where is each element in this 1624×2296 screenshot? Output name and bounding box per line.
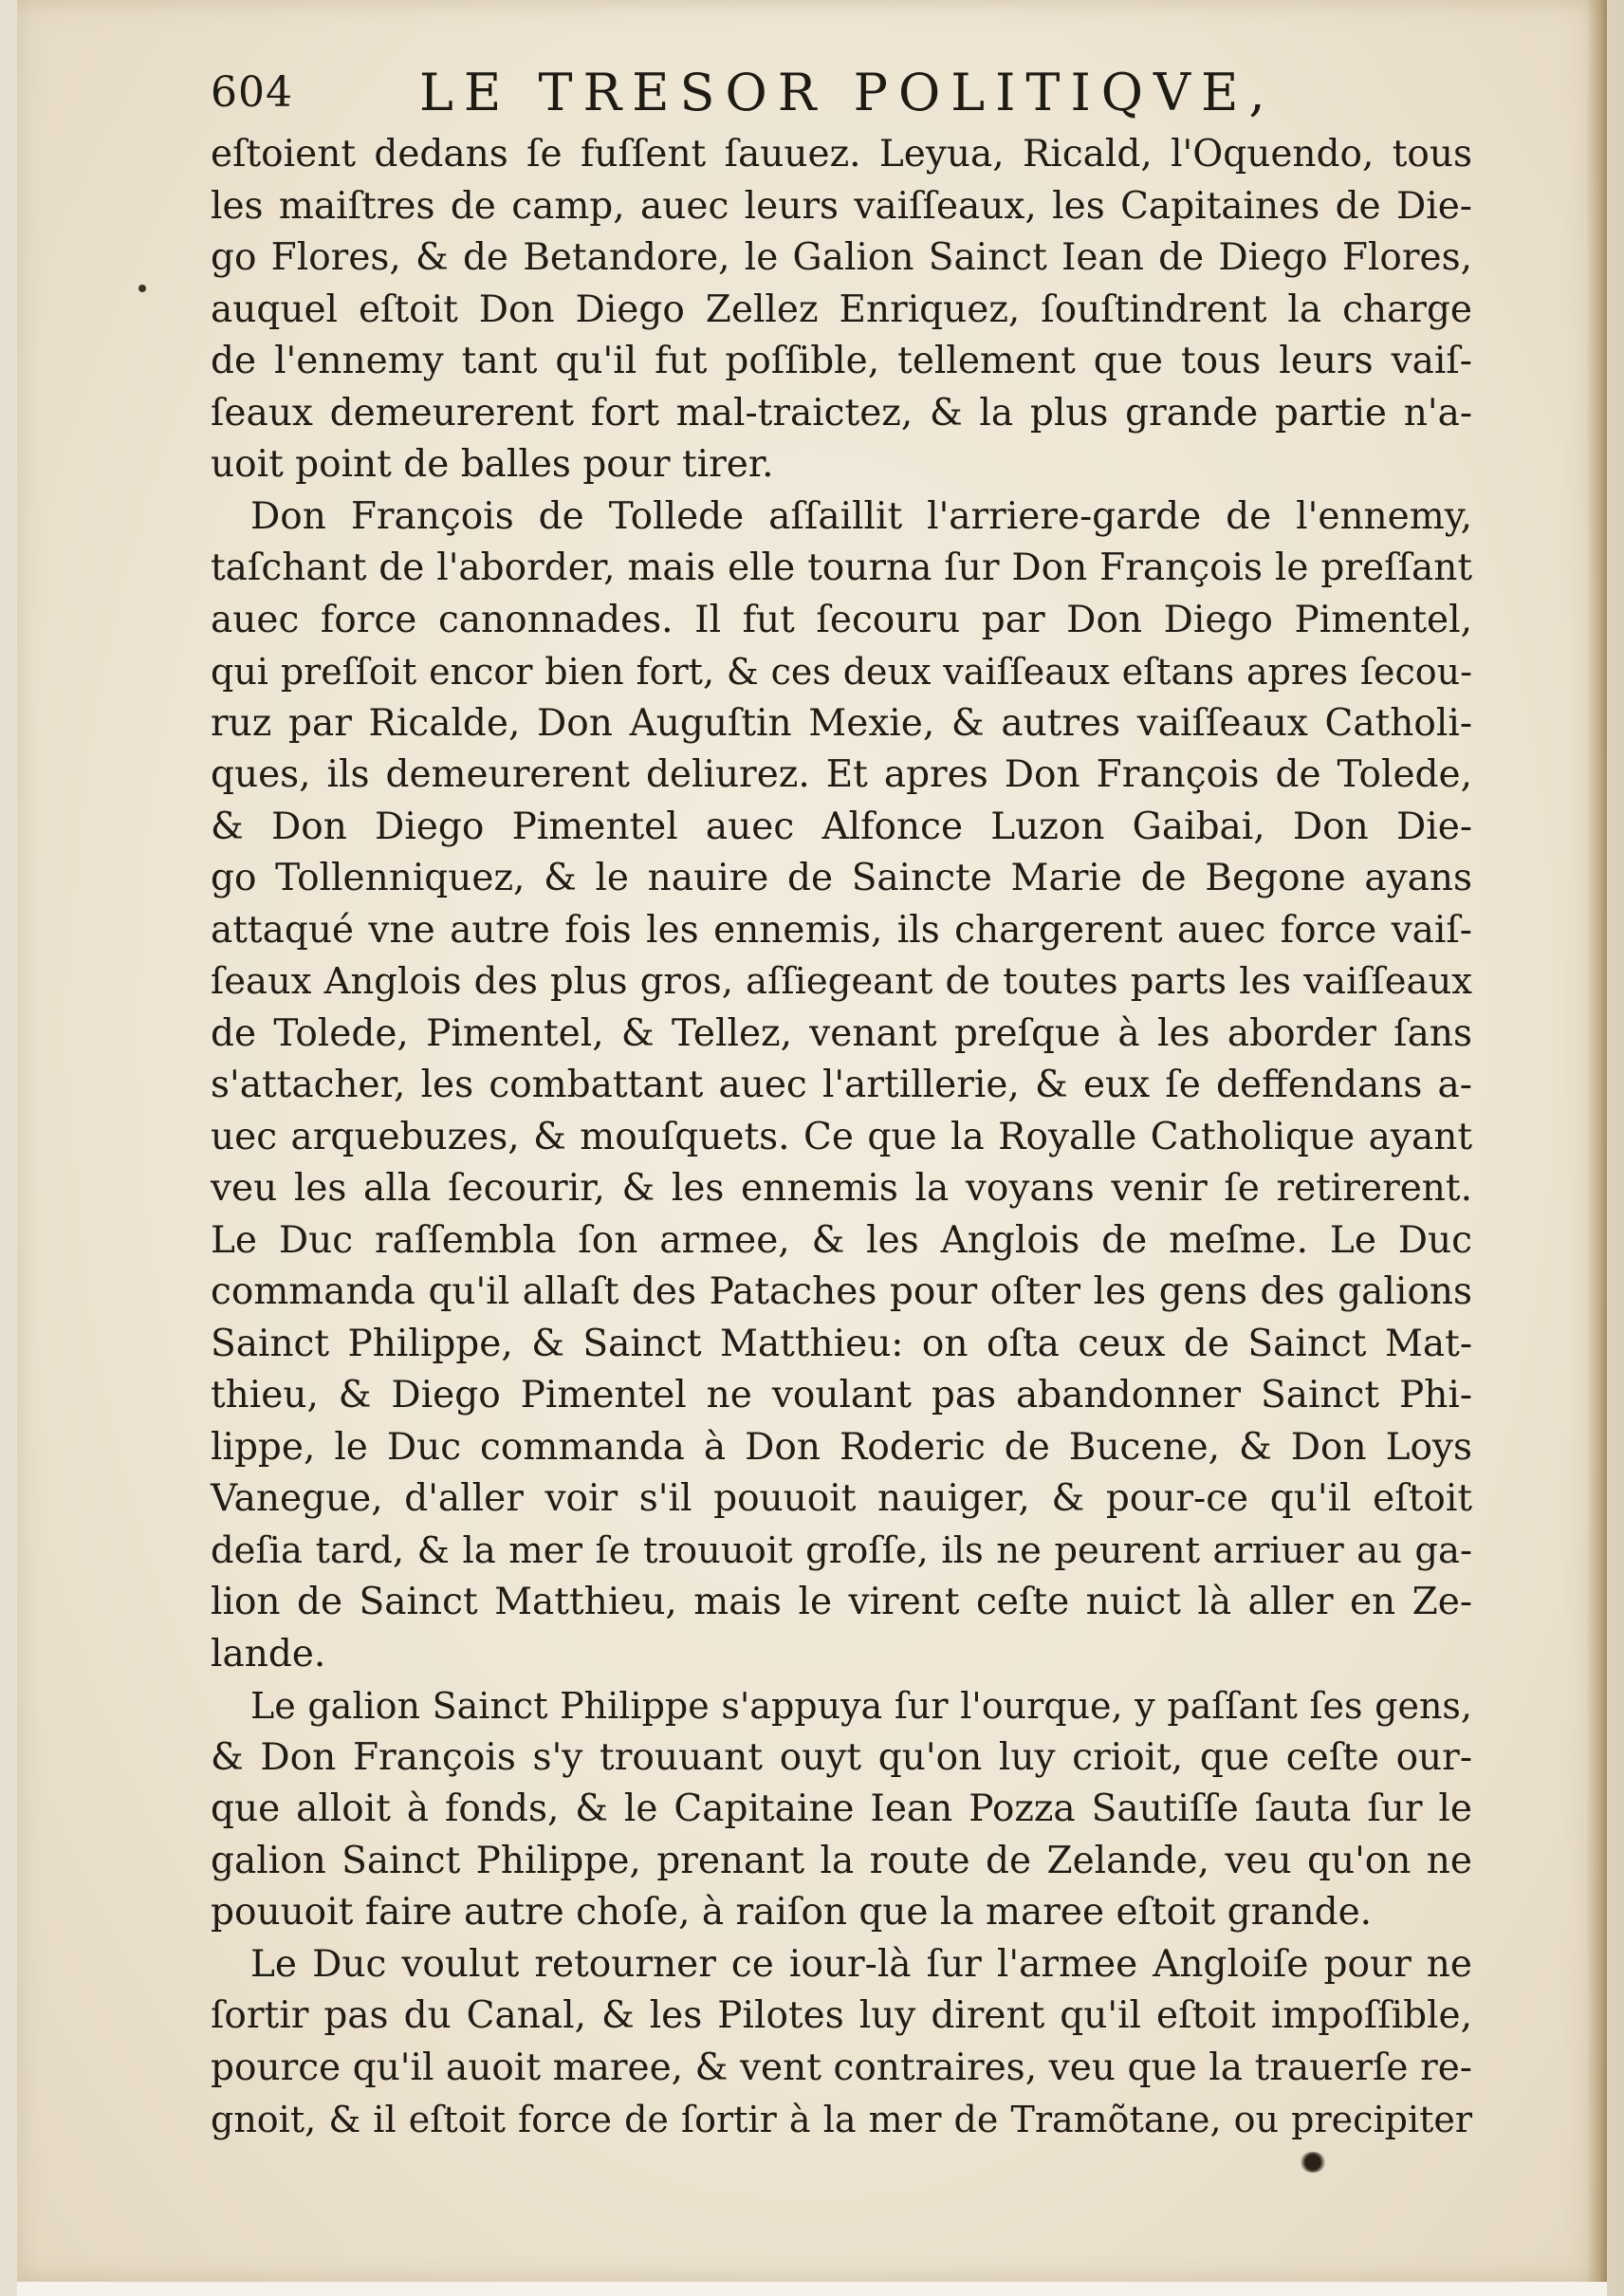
- text-line: & Don Diego Pimentel auec Alfonce Luzon Gaibai, Don Die-: [211, 805, 1472, 848]
- text-line: thieu, & Diego Pimentel ne voulant pas abandonner Sainct Phi-: [211, 1374, 1472, 1416]
- text-line: gnoit, & il eſtoit force de ſortir à la mer de Tramõtane, ou precipiter: [211, 2099, 1472, 2140]
- text-line: ſeaux demeurerent fort mal-traictez, & la plus grande partie n'a-: [211, 391, 1472, 435]
- text-line: taſchant de l'aborder, mais elle tourna ſur Don François le preſſant: [211, 546, 1472, 589]
- text-line: de l'ennemy tant qu'il fut poſſible, tellement que tous leurs vaiſ-: [211, 340, 1472, 382]
- text-line: ſeaux Anglois des plus gros, aſſiegeant de toutes parts les vaiſſeaux: [211, 960, 1472, 1003]
- text-line: ſortir pas du Canal, & les Pilotes luy dirent qu'il eſtoit impoſſible,: [211, 1994, 1472, 2037]
- text-line: attaqué vne autre fois les ennemis, ils chargerent auec force vaiſ-: [211, 908, 1472, 952]
- text-line: ques, ils demeurerent deliurez. Et apres Don François de Tolede,: [211, 753, 1472, 796]
- margin-ink-dot: [138, 285, 146, 292]
- text-line: que alloit à fonds, & le Capitaine Iean Pozza Sautiſſe ſauta ſur le: [211, 1787, 1472, 1830]
- text-line: veu les alla ſecourir, & les ennemis la voyans venir ſe retirerent.: [211, 1167, 1472, 1210]
- text-line: Don François de Tollede aſſaillit l'arriere-garde de l'ennemy,: [250, 494, 1472, 538]
- text-line: ruz par Ricalde, Don Auguſtin Mexie, & autres vaiſſeaux Catholi-: [211, 701, 1472, 745]
- text-line: go Flores, & de Betandore, le Galion Sainct Iean de Diego Flores,: [211, 236, 1472, 279]
- text-line: deſia tard, & la mer ſe trouuoit groſſe, ils ne peurent arriuer au ga-: [211, 1528, 1472, 1572]
- text-line: & Don François s'y trouuant ouyt qu'on luy crioit, que ceſte our-: [211, 1735, 1472, 1779]
- running-head: LE TRESOR POLITIQVE,: [419, 63, 1276, 122]
- text-line: lion de Sainct Matthieu, mais le virent ceſte nuict là aller en Ze-: [211, 1581, 1472, 1623]
- text-line: Sainct Philippe, & Sainct Matthieu: on oſta ceux de Sainct Mat-: [211, 1322, 1472, 1365]
- page-gutter-shadow: [1586, 0, 1607, 2282]
- text-line: galion Sainct Philippe, prenant la route de Zelande, veu qu'on ne: [211, 1839, 1472, 1882]
- text-line: Le Duc raſſembla ſon armee, & les Anglois de meſme. Le Duc: [211, 1218, 1472, 1262]
- text-line: de Tolede, Pimentel, & Tellez, venant preſque à les aborder ſans: [211, 1011, 1472, 1055]
- scan-bottom-margin: [17, 2282, 1607, 2296]
- text-line: Le Duc voulut retourner ce iour-là ſur l'armee Angloiſe pour ne: [250, 1942, 1472, 1986]
- text-line: Vanegue, d'aller voir s'il pouuoit nauiger, & pour-ce qu'il eſtoit: [211, 1477, 1472, 1520]
- text-line: lande.: [211, 1632, 326, 1676]
- text-line: auquel eſtoit Don Diego Zellez Enriquez, ſouſtindrent la charge: [211, 287, 1472, 331]
- text-line: auec force canonnades. Il fut ſecouru par Don Diego Pimentel,: [211, 598, 1472, 641]
- page-header: [211, 63, 1472, 129]
- text-line: uoit point de balles pour tirer.: [211, 443, 774, 486]
- text-line: pouuoit faire autre choſe, à raiſon que la maree eſtoit grande.: [211, 1891, 1373, 1934]
- page-number: 604: [211, 68, 293, 117]
- text-line: eſtoient dedans ſe fuſſent ſauuez. Leyua, Ricald, l'Oquendo, tous: [211, 133, 1472, 176]
- text-line: les maiſtres de camp, auec leurs vaiſſeaux, les Capitaines de Die-: [211, 184, 1472, 228]
- text-line: uec arquebuzes, & mouſquets. Ce que la Royalle Catholique ayant: [211, 1115, 1472, 1158]
- text-line: lippe, le Duc commanda à Don Roderic de Bucene, & Don Loys: [211, 1425, 1472, 1469]
- text-line: commanda qu'il allaſt des Pataches pour oſter les gens des galions: [211, 1270, 1472, 1313]
- text-line: s'attacher, les combattant auec l'artillerie, & eux ſe deffendans a-: [211, 1064, 1472, 1106]
- ink-blot: [1300, 2152, 1326, 2173]
- text-line: pource qu'il auoit maree, & vent contraires, veu que la trauerſe re-: [211, 2046, 1472, 2089]
- text-line: go Tollenniquez, & le nauire de Saincte Marie de Begone ayans: [211, 857, 1472, 899]
- body-text: [211, 129, 1472, 2146]
- text-line: Le galion Sainct Philippe s'appuya ſur l'ourque, y paſſant ſes gens,: [250, 1685, 1472, 1727]
- text-line: qui preſſoit encor bien fort, & ces deux vaiſſeaux eſtans apres ſecou-: [211, 651, 1472, 693]
